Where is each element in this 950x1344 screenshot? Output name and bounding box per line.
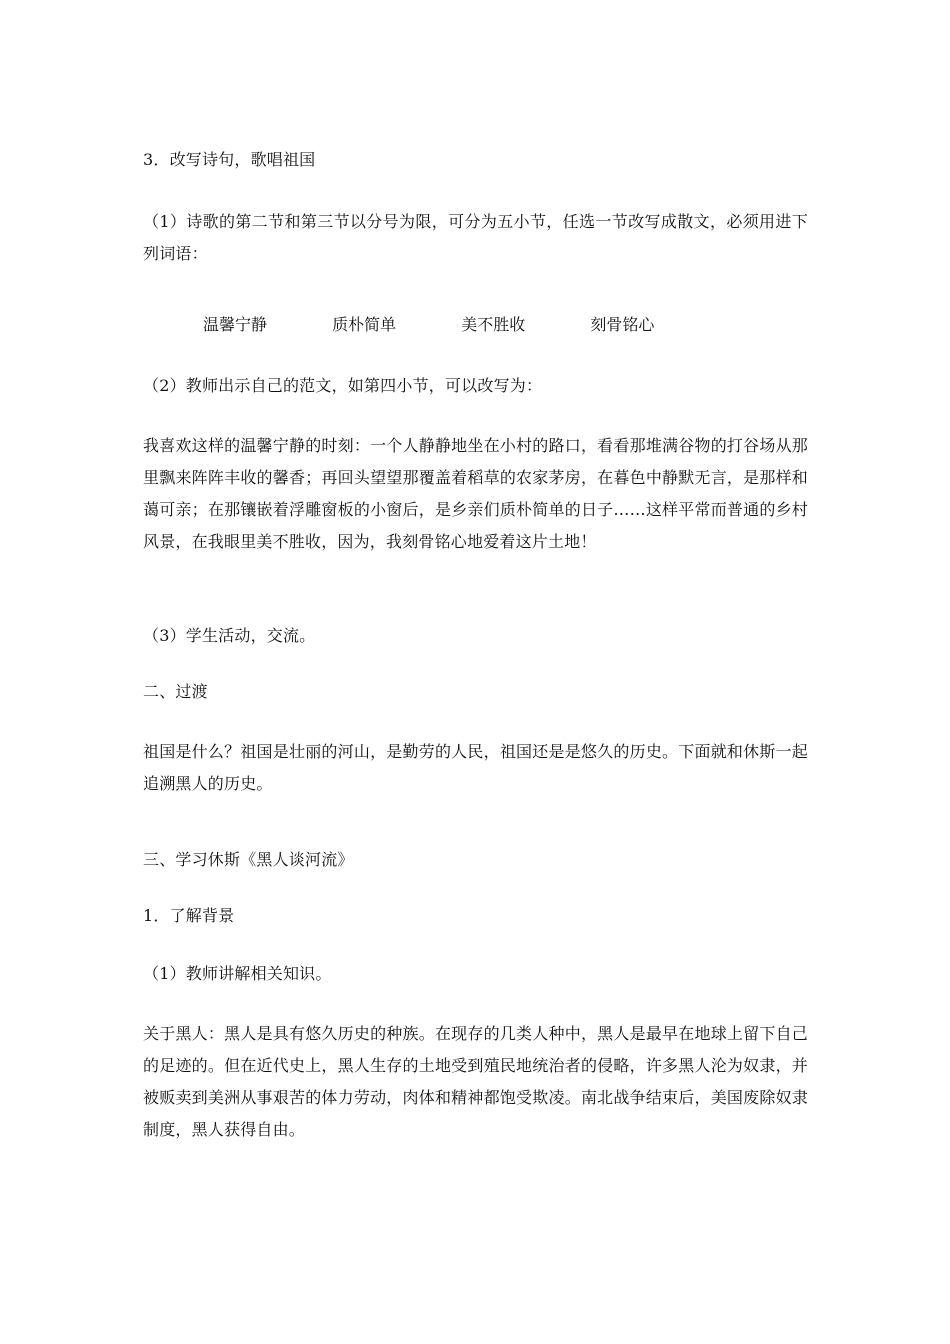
sample-essay-paragraph: 我喜欢这样的温馨宁静的时刻：一个人静静地坐在小村的路口，看看那堆满谷物的打谷场从那里飘来阵阵丰收的馨香；再回头望望那覆盖着稻草的农家茅房，在暮色中静默无言，是那样和蔼可亲；在那镶嵌着浮雕窗板的小窗后，是乡亲们质朴简单的日子……这样平常而普通的乡村风景，在我眼里美不胜收，因为，我刻骨铭心地爱着这片土地！ <box>143 436 808 551</box>
section-heading-rewrite-poem: 3．改写诗句，歌唱祖国 <box>143 150 316 169</box>
transition-paragraph: 祖国是什么？祖国是壮丽的河山，是勤劳的人民，祖国还是是悠久的历史。下面就和休斯一起追溯黑人的历史。 <box>143 742 808 793</box>
instruction-item-3: （3）学生活动，交流。 <box>143 626 316 645</box>
instruction-teacher-explains: （1）教师讲解相关知识。 <box>143 964 332 983</box>
background-paragraph: 关于黑人：黑人是具有悠久历史的种族。在现存的几类人种中，黑人是最早在地球上留下自己的足迹的。但在近代史上，黑人生存的土地受到殖民地统治者的侵略，许多黑人沦为奴隶，并被贩卖到美洲从事艰苦的体力劳动，肉体和精神都饱受欺凌。南北战争结束后，美国废除奴隶制度，黑人获得自由。 <box>143 1024 808 1139</box>
required-word: 美不胜收 <box>461 315 526 334</box>
instruction-item-1: （1）诗歌的第二节和第三节以分号为限，可分为五小节，任选一节改写成散文，必须用进下列词语： <box>143 212 808 263</box>
required-word: 刻骨铭心 <box>590 315 655 334</box>
instruction-item-2: （2）教师出示自己的范文，如第四小节，可以改写为： <box>143 376 543 395</box>
section-heading-transition: 二、过渡 <box>143 682 208 701</box>
section-heading-study-poem: 三、学习休斯《黑人谈河流》 <box>143 850 354 869</box>
required-words-row <box>203 315 714 335</box>
subheading-background: 1．了解背景 <box>143 906 235 925</box>
required-word: 质朴简单 <box>332 315 397 334</box>
required-word: 温馨宁静 <box>203 315 268 334</box>
